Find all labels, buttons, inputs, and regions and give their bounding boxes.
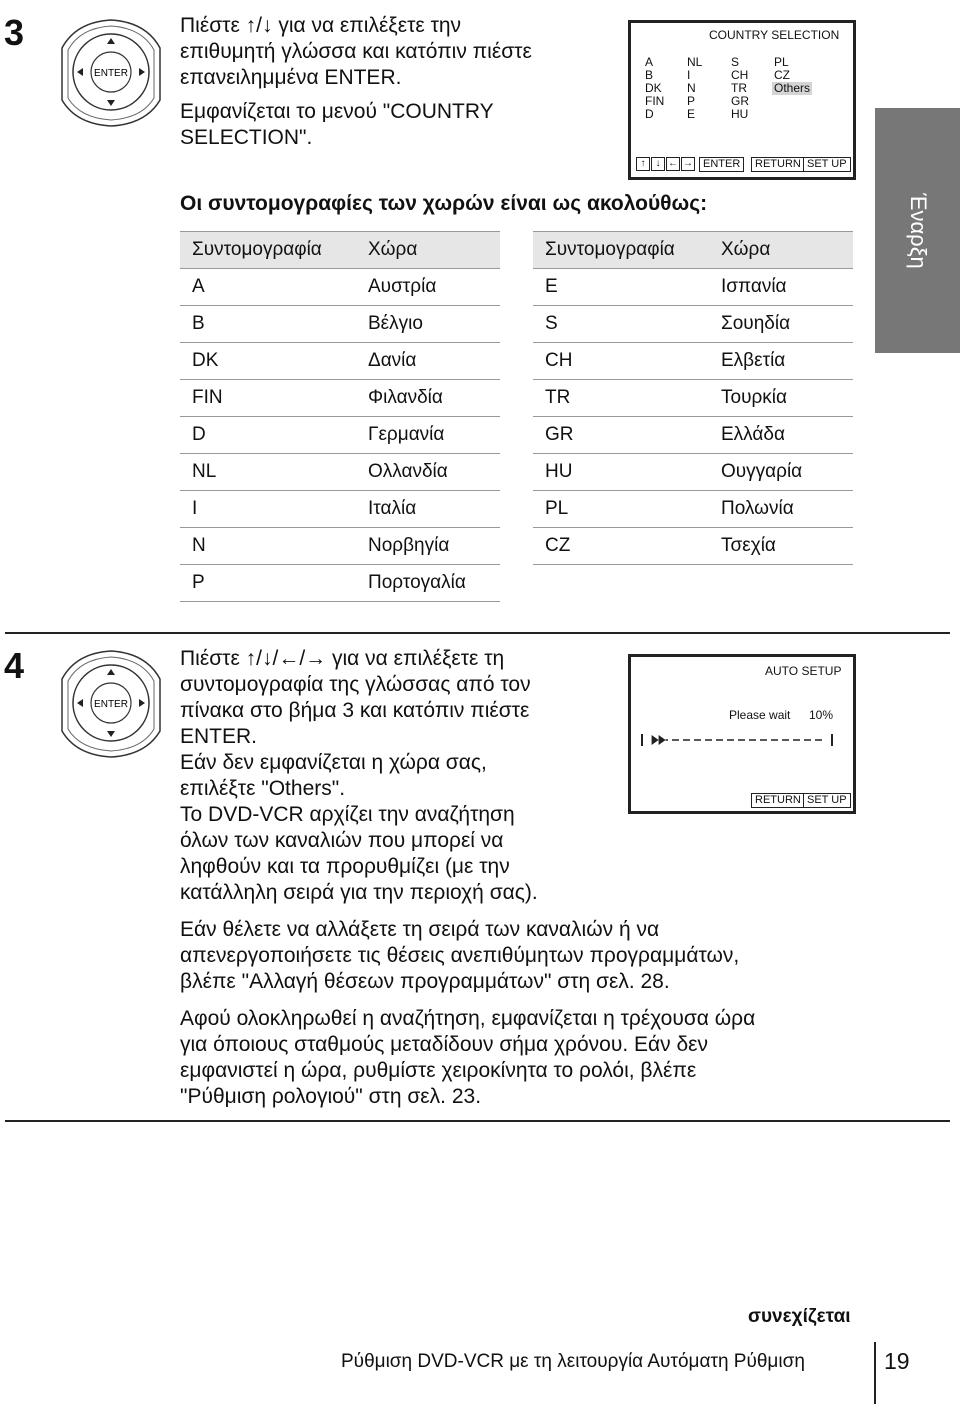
table-row [180, 306, 500, 343]
code-cell: PL [533, 491, 709, 528]
country-cell: Βέλγιο [356, 306, 500, 343]
country-cell: Σουηδία [709, 306, 853, 343]
country-code[interactable]: CH [731, 68, 749, 82]
step4-line: όλων των καναλιών που μπορεί να [180, 829, 504, 852]
table-row [180, 417, 500, 454]
column-header: Συντομογραφία [180, 232, 356, 269]
country-cell: Ισπανία [709, 269, 853, 306]
country-code[interactable]: DK [645, 81, 662, 95]
step3-line: επιθυμητή γλώσσα και κατόπιν πιέστε [180, 40, 532, 63]
step-4-instructions [180, 646, 620, 906]
return-button-hint: RETURN [751, 793, 805, 808]
code-cell: I [180, 491, 356, 528]
code-cell: A [180, 269, 356, 306]
country-cell: Ουγγαρία [709, 454, 853, 491]
note-line: απενεργοποιήσετε τις θέσεις ανεπιθύμητων προγραμμάτων, [180, 944, 740, 967]
table-row [533, 269, 853, 306]
enter-key-label: ENTER [94, 699, 128, 710]
clock-note [180, 1006, 870, 1110]
country-cell: Ολλανδία [356, 454, 500, 491]
step4-line: Πιέστε ↑/↓/←/→ για να επιλέξετε τη [180, 647, 505, 670]
up-key-icon: ↑ [636, 157, 650, 171]
table-header-row [533, 232, 853, 269]
country-selection-screen [628, 20, 856, 180]
code-cell: HU [533, 454, 709, 491]
country-code[interactable]: PL [774, 55, 789, 69]
country-cell: Νορβηγία [356, 528, 500, 565]
table-row [533, 454, 853, 491]
page-number: 19 [884, 1348, 910, 1374]
table-row [180, 565, 500, 602]
step4-line: Το DVD-VCR αρχίζει την αναζήτηση [180, 803, 515, 826]
step-4-number: 4 [4, 645, 25, 686]
country-cell: Τσεχία [709, 528, 853, 565]
note-line: Εάν θέλετε να αλλάξετε τη σειρά των καναλιών ή να [180, 918, 660, 941]
country-cell: Ιταλία [356, 491, 500, 528]
right-key-icon: → [683, 158, 693, 169]
country-code[interactable]: D [645, 107, 654, 121]
code-cell: TR [533, 380, 709, 417]
code-cell: CZ [533, 528, 709, 565]
code-cell: D [180, 417, 356, 454]
country-cell: Αυστρία [356, 269, 500, 306]
table-row [533, 417, 853, 454]
note-line: Αφού ολοκληρωθεί η αναζήτηση, εμφανίζεται η τρέχουσα ώρα [180, 1007, 756, 1030]
continued-label: συνεχίζεται [748, 1306, 851, 1327]
note-line: "Ρύθμιση ρολογιού" στη σελ. 23. [180, 1085, 482, 1108]
country-cell: Τουρκία [709, 380, 853, 417]
table-row [180, 269, 500, 306]
left-key-icon: ← [668, 158, 678, 169]
country-cell: Φιλανδία [356, 380, 500, 417]
country-code[interactable]: GR [731, 94, 749, 108]
code-cell: E [533, 269, 709, 306]
note-line: εμφανιστεί η ώρα, ρυθμίστε χειροκίνητα το ρολόι, βλέπε [180, 1059, 697, 1082]
remote-control-illustration-step4 [58, 645, 164, 761]
country-code[interactable]: S [731, 55, 740, 69]
country-code[interactable]: FIN [645, 94, 665, 108]
step4-line: πίνακα στο βήμα 3 και κατόπιν πιέστε [180, 699, 530, 722]
step-3-instructions [180, 13, 610, 151]
section-side-tab [875, 108, 960, 353]
code-cell: FIN [180, 380, 356, 417]
enter-button-hint: ENTER [699, 157, 744, 172]
step3-line: SELECTION". [180, 126, 313, 149]
others-selected-option[interactable]: Others [774, 81, 811, 95]
code-cell: CH [533, 343, 709, 380]
step3-line: επανειλημμένα ENTER. [180, 66, 402, 89]
country-cell: Ελλάδα [709, 417, 853, 454]
country-cell: Ελβετία [709, 343, 853, 380]
enter-key-label: ENTER [94, 68, 128, 79]
table-row [533, 491, 853, 528]
country-cell: Δανία [356, 343, 500, 380]
column-header: Συντομογραφία [533, 232, 709, 269]
country-code[interactable]: B [645, 68, 654, 82]
side-tab-label: Έναρξη [905, 192, 931, 269]
country-code[interactable]: CZ [774, 68, 790, 82]
country-code[interactable]: A [645, 55, 654, 69]
table-row [533, 343, 853, 380]
code-cell: NL [180, 454, 356, 491]
country-table-right [533, 231, 853, 565]
code-cell: N [180, 528, 356, 565]
step4-line: ληφθούν και τα προρυθμίζει (με την [180, 855, 510, 878]
status-text: Please wait [729, 708, 791, 722]
country-cell: Πορτογαλία [356, 565, 500, 602]
column-header: Χώρα [356, 232, 500, 269]
code-cell: GR [533, 417, 709, 454]
step4-line: συντομογραφία της γλώσσας από τον [180, 673, 531, 696]
progress-percent: 10% [809, 708, 834, 722]
screen-title: COUNTRY SELECTION [709, 28, 840, 42]
code-cell: B [180, 306, 356, 343]
country-code[interactable]: HU [731, 107, 749, 121]
code-cell: S [533, 306, 709, 343]
table-row [533, 306, 853, 343]
country-code[interactable]: TR [731, 81, 747, 95]
country-code[interactable]: N [687, 81, 696, 95]
step-3-number: 3 [4, 12, 25, 53]
country-cell: Γερμανία [356, 417, 500, 454]
channel-order-note [180, 917, 860, 995]
section-divider [5, 1120, 950, 1122]
screen-title: AUTO SETUP [765, 664, 842, 678]
country-code[interactable]: P [687, 94, 696, 108]
step4-line: Εάν δεν εμφανίζεται η χώρα σας, [180, 751, 487, 774]
country-table-left [180, 231, 500, 602]
table-row [180, 491, 500, 528]
setup-button-hint: SET UP [803, 793, 851, 808]
down-key-icon: ↓ [651, 157, 665, 171]
table-row [180, 380, 500, 417]
code-cell: DK [180, 343, 356, 380]
country-code[interactable]: I [687, 68, 691, 82]
table-row [180, 528, 500, 565]
country-code[interactable]: NL [687, 55, 703, 69]
step4-line: ENTER. [180, 725, 258, 748]
remote-control-illustration-step3 [58, 14, 164, 130]
note-line: βλέπε "Αλλαγή θέσεων προγραμμάτων" στη σελ. 28. [180, 970, 670, 993]
code-cell: P [180, 565, 356, 602]
return-button-hint: RETURN [751, 157, 805, 172]
footer-divider [874, 1342, 876, 1404]
table-row [180, 454, 500, 491]
step4-line: επιλέξτε "Others". [180, 777, 346, 800]
table-row [533, 380, 853, 417]
step3-line: Πιέστε ↑/↓ για να επιλέξετε την [180, 14, 462, 37]
step-divider [5, 632, 950, 634]
setup-button-hint: SET UP [803, 157, 851, 172]
country-code[interactable]: E [687, 107, 696, 121]
country-cell: Πολωνία [709, 491, 853, 528]
column-header: Χώρα [709, 232, 853, 269]
step3-line: Εμφανίζεται το μενού "COUNTRY [180, 100, 494, 123]
step4-line: κατάλληλη σειρά για την περιοχή σας). [180, 881, 538, 904]
table-row [533, 528, 853, 565]
footer-section-title: Ρύθμιση DVD-VCR με τη λειτουργία Αυτόματη Ρύθμιση [341, 1351, 805, 1372]
table-header-row [180, 232, 500, 269]
abbreviations-heading: Οι συντομογραφίες των χωρών είναι ως ακολούθως: [180, 192, 708, 215]
note-line: για όποιους σταθμούς μεταδίδουν σήμα χρόνου. Εάν δεν [180, 1033, 709, 1056]
table-row [180, 343, 500, 380]
progress-bar [640, 733, 836, 747]
